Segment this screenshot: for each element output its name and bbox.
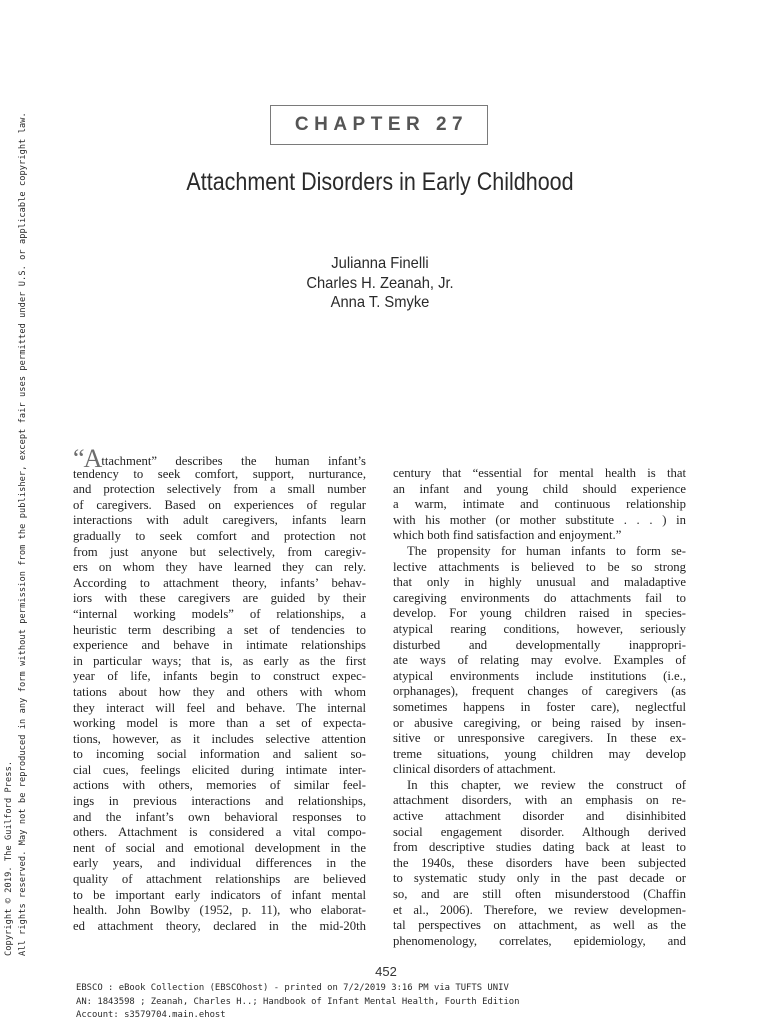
text-line-content: ttachment” describes the human infant’s [101,454,366,468]
text-line: which both find satisfaction and enjoyment.” [393,528,622,543]
text-line: treme situations, young children may develop [393,746,686,761]
text-line: actions with others, memories of similar feel- [73,778,366,793]
copyright-notice [2,112,42,956]
text-line: et al., 2006). Therefore, we review developmen- [393,902,686,917]
text-line: nent of social and emotional development in the [73,840,366,855]
text-line: ed attachment theory, declared in the mid-20th [73,918,366,933]
text-line: tions, however, as it includes selective attention [73,731,366,746]
text-line: ers on whom they have learned they can rely. [73,560,366,575]
page-number: 452 [375,964,397,979]
text-line: ate ways of relating may evolve. Examples of [393,653,686,668]
text-line: with his mother (or mother substitute . . . ) in [393,512,686,527]
left-column [73,444,366,934]
text-line: phenomenology, correlates, epidemiology, and [393,933,686,948]
text-line: that only in highly unusual and maladaptive [393,575,686,590]
text-line: the 1940s, these disorders have been subjected [393,855,686,870]
rights-line: All rights reserved. May not be reproduced in any form without permission from the publisher, except fair uses permitted under U.S. or applicable copyright law. [18,112,28,956]
text-line: According to attachment theory, infants’ behav- [73,575,366,590]
text-line: quality of attachment relationships are believed [73,872,366,887]
text-line: from just anyone but selectively, from caregiv- [73,544,366,559]
text-line: active attachment disorder and disinhibited [393,809,686,824]
text-line: heuristic term describing a set of tendencies to [73,622,366,637]
copyright-line: Copyright © 2019. The Guilford Press. [4,760,14,956]
text-line: atypical rearing conditions, however, seriously [393,621,686,636]
text-line: in particular ways; that is, as early as the first [73,653,366,668]
footer-line-citation: AN: 1843598 ; Zeanah, Charles H..; Handbook of Infant Mental Health, Fourth Edition [76,996,520,1007]
text-line: sometimes happens in foster care), neglectful [393,699,686,714]
text-line: attachment disorders, with an emphasis on re- [393,793,686,808]
text-line: working model is more than a set of expecta- [73,716,366,731]
text-line: to incoming social information and salient so- [73,747,366,762]
chapter-title: Attachment Disorders in Early Childhood [186,168,574,196]
footer-line-print-info: EBSCO : eBook Collection (EBSCOhost) - printed on 7/2/2019 3:16 PM via TUFTS UNIV [76,983,509,993]
text-line: ings in previous interactions and relationships, [73,794,366,809]
text-line: and the infant’s own behavioral responses to [73,809,366,824]
ebsco-footer [76,982,520,1023]
text-line: orphanages), frequent changes of caregivers (as [393,684,686,699]
text-line: to be important early indicators of infant mental [73,887,366,902]
text-line: a warm, intimate and continuous relationship [393,497,686,512]
author-name: Anna T. Smyke [330,294,430,311]
paragraph-start-line: The propensity for human infants to form se- [407,543,686,558]
text-line: sitive or unresponsive caregivers. In these ex- [393,731,686,746]
author-name: Charles H. Zeanah, Jr. [306,274,454,292]
text-line: or abusive caregiving, or being raised by insen- [393,715,686,730]
text-line: experience and behave in intimate relationships [73,638,366,653]
footer-line-account: Account: s3579704.main.ehost [76,1010,226,1021]
text-line: others. Attachment is considered a vital compo- [73,825,366,840]
right-column [393,466,686,949]
text-line: to systematic study only in the past decade or [393,871,686,886]
text-line: social engagement disorder. Although derived [393,824,686,839]
chapter-label-box [270,105,488,145]
text-line: iors with these caregivers are guided by their [73,591,366,606]
author-list [230,254,530,313]
text-line: year of life, infants begin to construct expec- [73,669,366,684]
text-line: health. John Bowlby (1952, p. 11), who elaborat- [73,903,366,918]
text-line: lective attachments is believed to be so strong [393,559,686,574]
text-line: caregiving environments do attachments fail to [393,590,686,605]
drop-cap: “A [73,444,102,473]
text-line: century that “essential for mental health is that [393,466,686,480]
text-line: from descriptive studies dating back at least to [393,840,686,855]
chapter-label: CHAPTER 27 [294,114,469,135]
text-line [73,444,366,473]
text-line: tations about how they and others with whom [73,684,366,699]
text-line: interactions with adult caregivers, infants learn [73,513,366,528]
text-line: so, and are still often misunderstood (Chaffin [393,887,686,902]
text-line: develop. For young children raised in species- [393,606,686,621]
text-line: cial cues, feelings elicited during intimate inter- [73,762,366,777]
author-name: Julianna Finelli [331,255,429,272]
paragraph-start-line: In this chapter, we review the construct of [407,777,686,792]
text-line: atypical environments include institutions (i.e., [393,668,686,683]
text-line: and protection selectively from a small number [73,482,366,497]
text-line: clinical disorders of attachment. [393,762,556,777]
text-line: tendency to seek comfort, support, nurturance, [73,466,366,481]
text-line: gradually to seek comfort and protection not [73,528,366,543]
text-line: they interact will feel and behave. The internal [73,700,366,715]
text-line: an infant and young child should experience [393,481,686,496]
text-line: early years, and individual differences in the [73,856,366,871]
text-line: tal perspectives on attachment, as well as the [393,918,686,933]
text-line: of caregivers. Based on experiences of regular [73,497,366,512]
text-line: “internal working models” of relationships, a [73,606,366,621]
text-line: disturbed and developmentally inappropri- [393,637,686,652]
